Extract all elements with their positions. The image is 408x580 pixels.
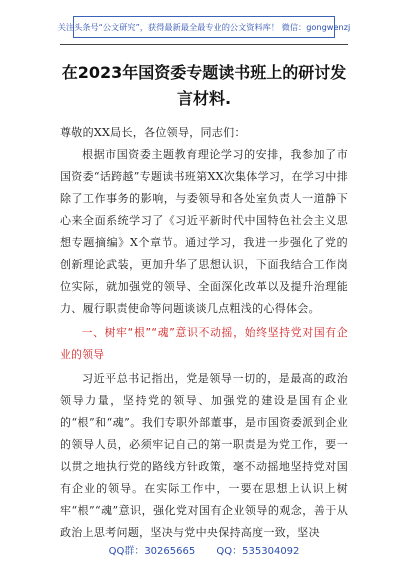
- header-banner-text: 关注头条号“公文研究”，获得最新最全最专业的公文资料库！ 微信：gongwenzj: [57, 21, 351, 32]
- body-paragraph-section: 习近平总书记指出，党是领导一切的，是最高的政治领导力量，坚持党的领导、加强党的建设是国有企业的“根”和“魂”。我们专职外部董事，是市国资委派到企业的领导人员，必须牢记自己的第一职责是为党工作，要一以贯之地执行党的路线方针政策，毫不动摇地坚持党对国有企业的领导。在实际工作中，一要在思想上认识上树牢“根”“魂”意识，强化党对国有企业领导的观念，善于从政治上思考问题，坚决与党中央保持高度一致，坚决: [60, 372, 348, 539]
- body-paragraph-intro: 根据市国资委主题教育理论学习的安排，我参加了市国资委“话跨越”专题读书班第XX次集体学习，在学习中排除了工作事务的影响，与委领导和各处室负责人一道静下心来全面系统学习了《习近平新时代中国特色社会主义思想专题摘编》X个章节。通过学习，我进一步强化了党的创新理论武装，更加升华了思想认识，下面我结合工作岗位实际，就加强党的领导、全面深化改革以及提升治理能力、履行职责使命等问题谈谈几点粗浅的心得体会。: [60, 148, 349, 315]
- section-heading: 一、树牢“根”“魂”意识不动摇，始终坚持党对国有企业的领导: [60, 326, 348, 361]
- footer-qq-group: QQ群：30265665: [108, 546, 196, 557]
- document-title: 在2023年国资委专题读书班上的研讨发言材料.: [61, 63, 347, 108]
- footer-qq: QQ：535304092: [216, 546, 300, 557]
- salutation: 尊敬的XX局长，各位领导，同志们：: [60, 126, 246, 139]
- document-body: [60, 122, 348, 544]
- header-banner: [57, 16, 351, 38]
- header-divider: [60, 44, 348, 45]
- page-footer: [0, 542, 408, 557]
